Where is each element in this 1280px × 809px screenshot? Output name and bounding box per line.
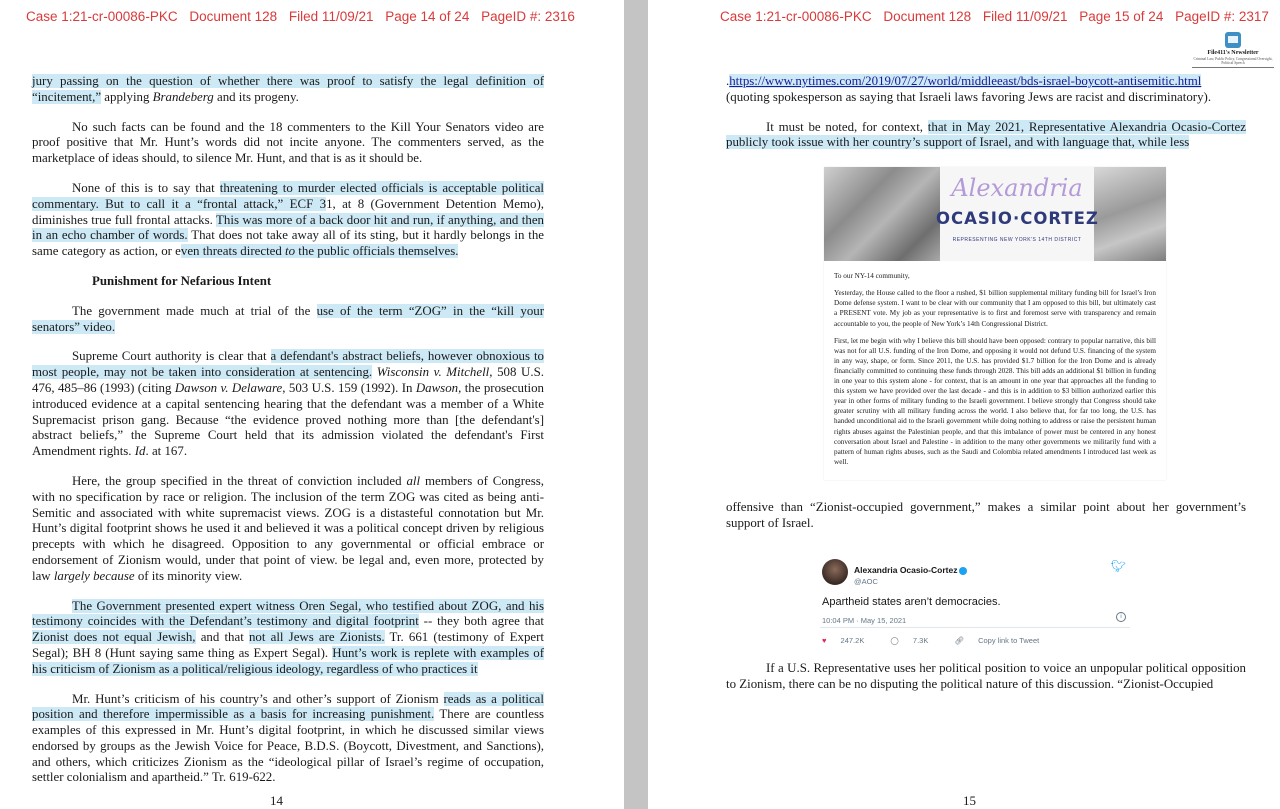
banner-photo-right <box>1094 167 1166 261</box>
letter-paragraph: Yesterday, the House called to the floor a rushed, $1 billion supplemental military funding bill for Israel’s Iron Dome defense system. I want to be clear with our community that I am opposed to this bill, but ultimately cast a PRESENT vote. My job as your representative is to first and foremost serve with transparency and remain accountable to you, the people of New York’s 14th Congressional District. <box>834 289 1156 328</box>
reply-icon: ◯ <box>890 636 899 646</box>
copy-link-action[interactable]: 🔗︎ Copy link to Tweet <box>954 636 1040 646</box>
divider <box>1192 67 1274 68</box>
reply-action[interactable]: ◯ 7.3K <box>890 636 929 646</box>
heart-icon: ♥ <box>822 636 827 646</box>
filed-date: Filed 11/09/21 <box>288 9 374 24</box>
script-name: Alexandria <box>951 174 1083 203</box>
newsletter-title: File411's Newsletter <box>1207 50 1259 56</box>
paragraph: Supreme Court authority is clear that a defendant's abstract beliefs, however obnoxious to most people, may not be taken into consideration at sentencing. Wisconsin v. Mitchell, 508 U.S. 476, 485–86 (1993) (citing Dawson v. Delaware, 503 U.S. 159 (1992). In Dawson, the prosecution introduced evidence at a capital sentencing hearing that the defendant was a member of a White Supremacist prison gang. Because “the evidence proved nothing more than [the defendant's] abstract beliefs,” the Supreme Court held that its admission violated the defendant's First Amendment rights. Id. at 167. <box>32 349 545 459</box>
verified-icon <box>959 567 967 575</box>
tweet-timestamp: 10:04 PM · May 15, 2021 <box>822 616 907 626</box>
case-header <box>720 9 1277 24</box>
case-number: Case 1:21-cr-00086-PKC <box>720 9 872 24</box>
paragraph: Mr. Hunt’s criticism of his country’s and other’s support of Zionism reads as a political position and therefore impermissible as a basis for increasing punishment. There are countless examples of this expressed in Mr. Hunt’s digital footprint, in which he discussed similar views endorsed by groups as the Jewish Voice for Peace, B.D.S. (Boycott, Divestment, and Sanctions), and others, which criticizes Zionism as the “ideological pillar of Israel’s regime of occupation, settler colonialism and apartheid.” Tr. 619-622. <box>32 691 544 785</box>
newsletter-badge <box>1192 32 1274 68</box>
tweet-handle: @AOC <box>854 577 878 587</box>
paragraph: jury passing on the question of whether there was proof to satisfy the legal definition of “incitement,” applying Brandeberg and its progeny. <box>32 74 544 104</box>
banner-photo-left <box>824 167 940 261</box>
page-body <box>726 74 1246 707</box>
paragraph: It must be noted, for context, that in May 2021, Representative Alexandria Ocasio-Cortez publicly took issue with her country’s support of Israel, and with language that, while less <box>726 119 1246 150</box>
letter-paragraph: First, let me begin with why I believe this bill should have been opposed: contrary to popular narrative, this bill was not for all U.S. funding of the Iron Dome, and opposing it would not defund U.S. financing of the system in any way, shape, or form. Since 2011, the U.S. has provided $1.7 billion for the Iron Dome and is already financially committed to continuing these funds through 2028. This bill adds an additional $1 billion in funding in one year to this system alone - for context, that is an amount in one year that approaches all the funding to this system we have provided over the last decade - and this is in addition to $3 billion authorized earlier this year in other forms of military funding to the Israeli government. I believe strongly that Congress should take greater scrutiny with all military funding across the world. I also believe that, for far too long, the U.S. has handed unconditional aid to the Israeli government while doing nothing to address or raise the persistent human rights abuses against the Palestinian people, and that this imbalance of power must be centered in any honest conversation about Israel and Palestine - in addition to the many other governments we militarily fund with a pattern of human rights abuses, such as the Saudi and Colombia related amendments I introduced last week as well. <box>834 336 1156 466</box>
link-icon: 🔗︎ <box>954 636 964 646</box>
section-heading: Punishment for Nefarious Intent <box>92 273 272 288</box>
page-id: PageID #: 2316 <box>481 9 575 24</box>
document-page-15 <box>648 0 1280 809</box>
brand-subtitle: REPRESENTING NEW YORK'S 14TH DISTRICT <box>952 237 1082 244</box>
paragraph: The Government presented expert witness Oren Segal, who testified about ZOG, and his testimony coincides with the Defendant’s testimony and digital footprint -- they both agree that Zionist does not equal Jewish, and that not all Jews are Zionists. Tr. 661 (testimony of Expert Segal); BH 8 (Hunt saying same thing as Expert Segal). Hunt’s work is replete with examples of his criticism of Zionism as a political/religious ideology, regardless of who practices it <box>32 598 545 676</box>
tweet-actions <box>822 633 1063 649</box>
letter-body <box>824 261 1166 480</box>
page-body <box>32 74 544 800</box>
document-page-14 <box>0 0 624 809</box>
page-id: PageID #: 2317 <box>1175 9 1269 24</box>
nytimes-link[interactable]: https://www.nytimes.com/2019/07/27/world/middleeast/bds-israel-boycott-antisemitic.html <box>729 74 1202 88</box>
page-count: Page 14 of 24 <box>385 9 470 24</box>
newsletter-subtitle: Criminal Law, Public Policy, Congressional Oversight, Political Speech <box>1193 57 1273 66</box>
divider <box>820 627 1130 628</box>
brand-name: OCASIO·CORTEZ <box>936 209 1099 229</box>
twitter-bird-icon: 🐦︎ <box>1110 559 1126 574</box>
case-number: Case 1:21-cr-00086-PKC <box>26 9 178 24</box>
document-number: Document 128 <box>189 9 278 24</box>
newsletter-icon <box>1225 32 1241 48</box>
page-number: 14 <box>270 793 283 808</box>
avatar <box>822 559 848 585</box>
letter-banner <box>824 167 1166 261</box>
paragraph: .https://www.nytimes.com/2019/07/27/world/middleeast/bds-israel-boycott-antisemitic.html (quoting spokesperson as saying that Israeli laws favoring Jews are racist and discriminatory). <box>726 74 1212 104</box>
aoc-letter-image <box>824 167 1166 480</box>
paragraph: offensive than “Zionist-occupied government,” makes a similar point about her government’s support of Israel. <box>726 499 1246 530</box>
document-number: Document 128 <box>883 9 972 24</box>
page-number: 15 <box>963 793 976 808</box>
paragraph: No such facts can be found and the 18 commenters to the Kill Your Senators video are proof positive that Mr. Hunt’s words did not incite anyone. The commenters served, as the marketplace of ideas should, to silence Mr. Hunt, and that is as it should be. <box>32 119 544 166</box>
tweet-text: Apartheid states aren’t democracies. <box>822 596 1001 609</box>
tweet-author: Alexandria Ocasio-Cortez <box>854 563 967 579</box>
paragraph: None of this is to say that threatening to murder elected officials is acceptable political commentary. But to call it a “frontal attack,” ECF 31, at 8 (Government Detention Memo), diminishes true full frontal attacks. This was more of a back door hit and run, if anything, and then in an echo chamber of words. That does not take away all of its sting, but it hardly belongs in the same category as action, or even threats directed to the public officials themselves. <box>32 180 544 259</box>
page-count: Page 15 of 24 <box>1079 9 1164 24</box>
paragraph: If a U.S. Representative uses her political position to voice an unpopular political opposition to Zionism, there can be no disputing the political nature of this discussion. “Zionist-Occupied <box>726 661 1246 692</box>
info-icon[interactable]: i <box>1116 612 1126 622</box>
case-header <box>26 9 583 24</box>
paragraph: The government made much at trial of the use of the term “ZOG” in the “kill your senators” video. <box>32 303 545 334</box>
paragraph: Here, the group specified in the threat of conviction included all members of Congress, with no specification by race or religion. The inclusion of the term ZOG was cited as being anti-Semitic and associated with white supremacist views. ZOG is a distasteful connotation but Mr. Hunt’s digital footprint shows he used it and believed it was a political concept driven by religious precepts with which he disagreed. Opposition to any governmental or official embrace or endorsement of Zionism would, under that point of view. be legal and, even more, protected by law largely because of its minority view. <box>32 473 544 583</box>
filed-date: Filed 11/09/21 <box>982 9 1068 24</box>
letter-greeting: To our NY-14 community, <box>834 272 910 281</box>
page-gutter <box>624 0 648 809</box>
tweet-embed <box>820 551 1130 651</box>
like-action[interactable]: ♥ 247.2K <box>822 636 865 646</box>
